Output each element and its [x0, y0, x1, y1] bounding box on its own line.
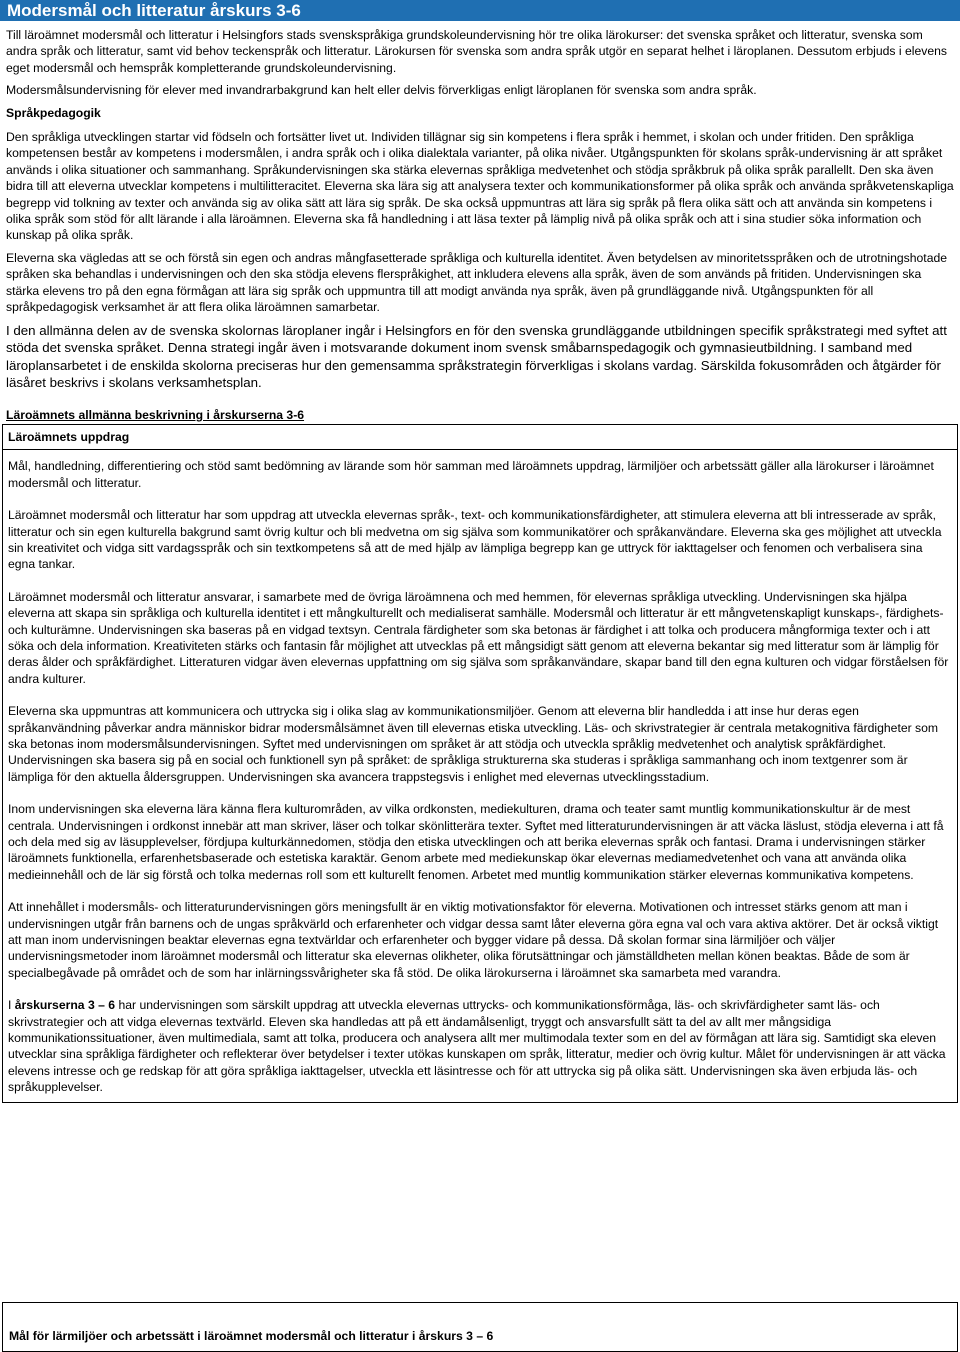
- section-heading: Läroämnets allmänna beskrivning i årskurserna 3-6: [6, 407, 305, 422]
- uppdrag-paragraph-7: [8, 997, 952, 1095]
- intro-paragraph-4: Eleverna ska vägledas att se och förstå sin egen och andras mångfasetterade språkliga och kulturella identitet. Även betydelsen av minoritetsspråken och de utrotningshotade språken ska behandlas i undervisningen och den ska stödja elevens flerspråkighet, att inkludera elevens alla språk, även de som används på fritiden. Undervisningen ska stärka elevens tro på den egna förmågan att lära sig språk och uppmuntra till att modigt använda nya språk, även på grundläggande nivå. Utgångspunkten för all språkpedagogisk verksamhet är att flera olika läroämnen samarbetar.: [6, 250, 948, 315]
- uppdrag-paragraph-3: Läroämnet modersmål och litteratur ansvarar, i samarbete med de övriga läroämnena och med hemmen, för elevernas språkliga utveckling. Undervisningen ska hjälpa eleverna att skapa sin språkliga och kulturella identitet i ett mångkulturellt och medialiserat samhälle. Modersmål och litteratur är ett mångvetenskapligt kunskaps-, färdighets- och kulturämne. Undervisningen ska baseras på en vidgad textsyn. Centrala färdigheter som ska betonas är färdighet i att tolka och producera mångformiga texter och i att söka och dela information. Kreativiteten stärks och fantasin får möjlighet att utvecklas på ett mångsidigt sätt genom att eleverna bekantar sig med litteratur som är lämplig för deras ålder och språkfärdighet. Litteraturen vidgar även elevernas uppfattning om sig själva som språkanvändare, skapar band till den egna kulturen och vidgar förståelsen för andra kulturer.: [8, 589, 949, 686]
- uppdrag-paragraph-4: Eleverna ska uppmuntras att kommunicera och uttrycka sig i olika slag av kommunikationsmiljöer. Genom att eleverna blir handledda i att inse hur deras egen språkanvändning påverkar andra människor bidrar modersmålsämnet även till elevernas etiska utveckling. Läs- och skrivstrategier är centrala metakognitiva färdigheter som ska betonas inom modersmålsundervisningen. Syftet med undervisningen om språket är att stödja och utveckla språklig medvetenhet och analytisk språkfärdighet. Undervisningen ska basera sig på en social och funktionell syn på språket: de språkliga strukturerna ska studeras i språkliga sammanhang och inom textgenrer som är lämpliga för den aktuella åldersgruppen. Undervisningen ska avancera trappstegsvis i enlighet med elevernas utvecklingsstadium.: [8, 704, 939, 784]
- subheading-sprakpedagogik: Språkpedagogik: [6, 105, 101, 120]
- uppdrag-p7-rest: har undervisningen som särskilt uppdrag att utveckla elevernas uttrycks- och kommunikationsförmåga, läs- och skrivfärdigheter samt läs- och skrivstrategier och att vidga elevernas textvärld. Eleven ska handledas att på ett ändamålsenligt, tryggt och ansvarsfullt sätt ta del av allt mer mångsidiga kommunikationssituationer, även multimediala, samt att tolka, producera och analysera allt mer multimodala texter som en del av förmågan att lära sig. Samtidigt ska eleven utvecklar sina språkliga färdigheter och reflekterar över betydelser i texter utökas kunskapen om språk, litteratur, medier och övrig kultur. Målet för undervisningen är att väcka elevens intresse och ge redskap för att göra språkliga iakttagelser, utveckla ett läsintresse och för att uttrycka sig på olika sätt. Undervisningen ska även erbjuda läs- och språkupplevelser.: [8, 998, 946, 1095]
- intro-paragraph-1: Till läroämnet modersmål och litteratur i Helsingfors stads svenskspråkiga grundskoleundervisning hör tre olika lärokurser: det svenska språket och litteratur, svenska som andra språk och litteratur, samt vid behov teckenspråk och litteratur. Lärokursen för svenska som andra språk utgör en separat helhet i läroplanen. Dessutom erbjuds i elevens eget modersmål och hemspråk kompletterande grundskoleundervisning.: [6, 28, 947, 75]
- uppdrag-paragraph-1: Mål, handledning, differentiering och stöd samt bedömning av lärande som hör samman med läroämnets uppdrag, lärmiljöer och arbetssätt gäller alla lärokurser i läroämnet modersmål och litteratur.: [8, 459, 934, 490]
- uppdrag-box-title: Läroämnets uppdrag: [3, 425, 957, 450]
- uppdrag-paragraph-5: Inom undervisningen ska eleverna lära känna flera kulturområden, av vilka ordkonsten, mediekulturen, drama och teater samt muntlig kommunikationskultur är de mest centrala. Undervisningen i ordkonst innebär att man skriver, läser och tolkar skönlitterära texter. Syftet med litteraturundervisningen är att väcka läslust, stödja eleverna i att få och dela med sig av läsupplevelser, fördjupa kulturkännedomen, stödja den etiska utvecklingen och att berika elevernas språk och fantasi. Drama i undervisningen stärker läroämnets funktionella, erfarenhetsbaserade och estetiska karaktär. Genom arbete med mediekunskap ökar elevernas mediamedvetenhet och vana att använda olika medieinnehåll och de lär sig förstå och tolka medernas roll som ett kulturellt fenomen. Arbetet med muntlig kommunikation stärker elevernas kommunikativa kompetens.: [8, 802, 944, 882]
- malbox-title: Mål för lärmiljöer och arbetssätt i läroämnet modersmål och litteratur i årskurs 3 – 6: [9, 1329, 494, 1343]
- uppdrag-box-body: [3, 450, 957, 1101]
- uppdrag-box: [2, 424, 958, 1103]
- uppdrag-paragraph-2: Läroämnet modersmål och litteratur har som uppdrag att utveckla elevernas språk-, text- och kommunikationsfärdigheter, att stimulera eleverna att bli intresserade av språk, litteratur och sin egen kulturella bakgrund samt övrig kultur och bli medvetna om sig själva som kommunikatörer och språkanvändare. Eleverna ska ges möjlighet att utveckla sin kreativitet och vidga sitt vardagsspråk och sin textkompetens så att de med hjälp av lämpliga begrepp kan ge uttryck för iakttagelser och fenomen och verbalisera sina egna tankar.: [8, 508, 942, 572]
- uppdrag-p7-bold: årskurserna 3 – 6: [14, 998, 116, 1013]
- intro-paragraph-2: Modersmålsundervisning för elever med invandrarbakgrund kan helt eller delvis förverkligas enligt läroplanen för svenska som andra språk.: [6, 83, 757, 98]
- uppdrag-paragraph-6: Att innehållet i modersmåls- och litteraturundervisningen görs meningsfullt är en viktig motivationsfaktor för eleverna. Motivationen och intresset stärks genom att man i undervisningen utgår från barnens och de ungas språkvärld och erfarenheter och vidgar dessa samt låter eleverna göra egna val och vara aktiva aktörer. Det är också viktigt att man inom undervisningen beaktar elevernas egna textvärldar och erfarenheter och bygger vidare på dessa. Då skolan formar sina lärmiljöer och väljer undervisningsmetoder inom läroämnet modersmål och litteratur ska elevernas olikheter, olika förutsättningar och jämställdheten mellan könen beaktas. Både de som är specialbegåvade på området och de som har inlärningssvårigheter ska få stöd. De olika lärokurserna i läroämnet ska samarbeta med varandra.: [8, 900, 939, 980]
- uppdrag-p7-lead: I: [8, 998, 15, 1013]
- page-title: Modersmål och litteratur årskurs 3-6: [0, 0, 960, 21]
- strategy-paragraph: I den allmänna delen av de svenska skolornas läroplaner ingår i Helsingfors en för den svenska grundläggande utbildningen specifik språkstrategi med syftet att stöda det svenska språket. Denna strategi ingår även i motsvarande dokument inom svensk småbarnspedagogik och gymnasieutbildning. I samband med läroplansarbetet i de enskilda skolorna preciseras hur den gemensamma språkstrategin förverkligas i skolans vardag. Särskilda fokusområden och åtgärder för läsåret beskrivs i skolans verksamhetsplan.: [6, 322, 947, 391]
- intro-paragraph-3: Den språkliga utvecklingen startar vid födseln och fortsätter livet ut. Individen tillägnar sig sin kompetens i flera språk i hemmet, i skolan och under fritiden. Den språkliga kompetensen består av kompetens i modersmålen, i andra språk och i olika dialektala varianter, på olika nivåer. Utgångspunkten för skolans språk-undervisning är att språket används i olika situationer och sammanhang. Språkundervisningen ska stärka elevernas språkliga medvetenhet och stödja språkbruk på olika språk parallellt. Den ska även bidra till att eleverna utvecklar kompetens i multilitteracitet. Eleverna ska lära sig att analysera texter och kommunikationsformer på olika språk och använda språkvetenskapliga begrepp vid tolkning av texter och använda sig av olika sätt att lära sig språk. De ska också uppmuntras att lära sig språk på flera olika sätt och att använda sin kompetens i olika språk som stöd för allt lärande i alla läroämnen. Eleverna ska få handledning i att läsa texter på lämplig nivå på olika språk och att i sina studier söka information och kunskap på olika språk.: [6, 130, 954, 243]
- intro-section: [0, 21, 960, 392]
- malbox: [2, 1302, 958, 1352]
